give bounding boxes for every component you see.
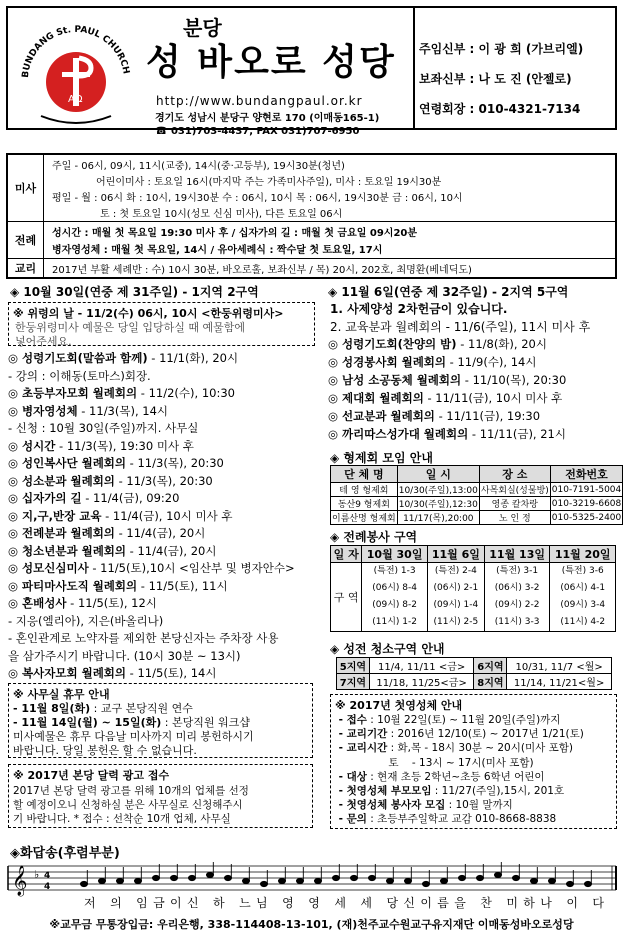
event-item: ◎ 청소년분과 월례회의 - 11/4(금), 20시: [8, 543, 217, 558]
table-cell: 11/14, 11/21<월>: [507, 674, 612, 690]
service-slot: (06시) 3-2: [494, 583, 540, 593]
liturgy-line: 성시간 : 매월 첫 목요일 19:30 미사 후 / 십자가의 길 : 매월 첫 금요일 09시20분: [52, 228, 418, 239]
service-cell: [427, 563, 484, 632]
office-title: ※ 사무실 휴무 안내: [13, 688, 110, 701]
table-cell: 010-5325-2400: [551, 512, 622, 523]
col-header: 단 체 명: [331, 466, 398, 483]
liturgy-label: 전례: [8, 222, 44, 258]
event-item: - 강의 : 이해동(토마스)회장.: [8, 368, 151, 383]
note-head: [567, 881, 574, 886]
communion-line: - 접수 : 10월 22일(토) ~ 11월 20일(주일)까지: [335, 714, 561, 726]
brothers-heading: ◈ 형제회 모임 안내: [330, 451, 433, 465]
service-slot: (11시) 1-2: [372, 617, 417, 627]
parish-logo: [16, 18, 136, 128]
service-slot: (06시) 4-1: [560, 583, 606, 593]
event-item: ◎ 성경봉사회 월례회의 - 11/9(수), 14시: [328, 355, 537, 369]
event-item: ◎ 제대회 월례회의 - 11/11(금), 10시 미사 후: [328, 391, 563, 405]
col-header: 11월 6일: [427, 546, 484, 563]
row-divider: [8, 221, 615, 222]
note-head: [99, 878, 106, 883]
parish-address: 경기도 성남시 분당구 양현로 170 (이매동165-1): [155, 113, 380, 124]
service-slot: (특전) 1-3: [373, 566, 416, 576]
left-heading: ◈ 10월 30일(연중 제 31주일) - 1지역 2구역: [10, 285, 259, 299]
calendar-ad-box: [8, 764, 313, 828]
note-head: [387, 878, 394, 883]
mass-line: 평일 - 월 : 06시 화 : 10시, 19시30분 수 : 06시, 10시 목 : 06시, 19시30분 금 : 06시, 10시: [52, 193, 463, 204]
service-slot: (11시) 4-2: [560, 617, 606, 627]
service-slot: (09시) 2-2: [494, 600, 540, 610]
communion-lines: [335, 712, 584, 826]
memorial-line: 넣어주세요.: [15, 335, 72, 348]
table-row: [331, 497, 623, 511]
memorial-line: 한둥위령미사 예물은 당일 입당하실 때 예물함에: [15, 321, 246, 334]
service-slot: (06시) 2-1: [433, 583, 479, 593]
note-head: [135, 878, 142, 883]
note-head: [207, 872, 214, 877]
event-item: ◎ 전례분과 월례회의 - 11/4(금), 20시: [8, 526, 206, 540]
flat-icon: ♭: [34, 868, 40, 881]
communion-line: - 교리시간 : 화,목 - 18시 30분 ~ 20시(미사 포함): [335, 742, 573, 755]
communion-title: ※ 2017년 첫영성체 안내: [335, 699, 463, 712]
service-slot: (09시) 3-4: [560, 600, 606, 610]
hall-heading: ◈ 성전 청소구역 안내: [330, 642, 445, 656]
note-head: [225, 875, 232, 880]
event-item: ◎ 까리따스성가대 월례회의 - 11/11(금), 21시: [328, 427, 566, 441]
office-line: - 11월 8일(화) : 교구 본당직원 연수: [13, 702, 193, 715]
table-cell: 10/31, 11/7 <월>: [507, 658, 612, 674]
note-head: [81, 881, 88, 886]
liturgy-line: 병자영성체 : 매월 첫 목요일, 14시 / 유아세례식 : 짝수달 첫 토요일, 17시: [52, 245, 383, 256]
note-head: [315, 878, 322, 883]
note-head: [549, 878, 556, 883]
note-head: [297, 878, 304, 883]
service-table: [330, 545, 616, 632]
clergy-assistant: 보좌신부 : 나 도 진 (안젤로): [419, 72, 572, 86]
note-head: [459, 875, 466, 880]
table-row: [331, 483, 623, 497]
logo-monogram: AΩ: [68, 94, 83, 105]
office-line: - 11월 14일(월) ~ 15일(화) : 본당직원 워크샵: [13, 716, 250, 729]
right-heading: ◈ 11월 6일(연중 제 32주일) - 2지역 5구역: [328, 285, 569, 299]
service-slot: (06시) 8-4: [372, 583, 417, 593]
parish-phone: ☎ 031)703-4437, FAX 031)707-6950: [155, 126, 360, 137]
first-communion-box: [330, 694, 617, 829]
mass-line: 토 : 첫 토요일 10시(성모 신심 미사), 다른 토요일 06시: [100, 209, 343, 220]
catechism-line: 2017년 부활 세례반 : 수) 10시 30분, 바오로홀, 보좌신부 / 목) 20시, 202호, 최명환(베네딕도): [52, 265, 472, 276]
table-cell: 노 인 정: [479, 511, 550, 525]
event-item: ◎ 병자영성체 - 11/3(목), 14시: [8, 403, 169, 418]
table-row: [331, 563, 616, 632]
col-header: 11월 20일: [550, 546, 616, 563]
table-cell: 영종 칼차랑: [479, 497, 550, 511]
event-item: ◎ 지,구,반장 교육 - 11/4(금), 10시 미사 후: [8, 508, 233, 523]
numbered-item: 1. 사제양성 2차헌금이 있습니다.: [330, 302, 508, 316]
service-slot: (특전) 2-4: [434, 566, 477, 576]
funeral-chair: 연령회장 : 010-4321-7134: [419, 102, 581, 116]
mass-label: 미사: [8, 155, 44, 221]
memorial-title: ※ 위령의 날 - 11/2(수) 06시, 10시 <한둥위령미사>: [13, 307, 284, 320]
note-head: [495, 872, 502, 877]
event-item: ◎ 파티마사도직 월례회의 - 11/5(토), 11시: [8, 578, 228, 593]
table-cell: 이름산명 형제회: [331, 511, 398, 525]
psalm-score: [4, 862, 620, 914]
psalm-heading: ◈화답송(후렴부분): [10, 846, 120, 861]
table-header-row: [331, 546, 616, 563]
note-head: [333, 875, 340, 880]
numbered-item: 2. 교육분과 월례회의 - 11/6(주일), 11시 미사 후: [330, 320, 591, 334]
service-cell: [550, 563, 616, 632]
event-item: ◎ 성시간 - 11/3(목), 19:30 미사 후: [8, 438, 194, 453]
note-head: [423, 881, 430, 886]
col-header: 일 자: [331, 546, 362, 563]
ad-title: ※ 2017년 본당 달력 광고 접수: [13, 769, 170, 782]
mass-line: 어린이미사 : 토요일 16시(마지막 주는 가족미사주일), 미사 : 토요일 19시30분: [96, 177, 442, 188]
parish-contact: [155, 112, 379, 138]
communion-line: 토 - 13시 ~ 17시(미사 포함): [335, 756, 534, 769]
office-line: 미사예물은 휴무 다음날 미사까지 미리 봉헌하시기: [13, 730, 254, 743]
communion-line: - 대상 : 현재 초등 2학년~초등 6학년 어린이: [335, 770, 545, 783]
service-slot: (11시) 2-5: [433, 617, 479, 627]
table-cell: 테 영 형제회: [331, 483, 398, 497]
service-slot: (09시) 8-2: [372, 600, 417, 610]
service-slot: (특전) 3-1: [496, 566, 539, 576]
note-head: [531, 878, 538, 883]
event-item: ◎ 성령기도회(말씀과 함께) - 11/1(화), 20시: [8, 351, 239, 365]
event-item: ◎ 성인복사단 월례회의 - 11/3(목), 20:30: [8, 456, 224, 470]
catechism-label: 교리: [8, 259, 44, 277]
note-head: [351, 875, 358, 880]
event-item: ◎ 성모신심미사 - 11/5(토),10시 <임산부 및 병자안수>: [8, 561, 295, 575]
note-head: [585, 881, 592, 886]
logo-ring-text: BUNDANG St. PAUL CHURCH: [20, 24, 131, 79]
table-cell: 8지역: [474, 674, 507, 690]
memorial-notice: [8, 302, 315, 346]
ad-line: 2017년 본당 달력 광고를 위해 10개의 업체를 선정: [13, 785, 249, 797]
time-sig: 4: [44, 882, 51, 892]
table-cell: 11/17(목),20:00: [397, 511, 479, 525]
service-cell: [362, 563, 428, 632]
table-cell: 7지역: [337, 674, 370, 690]
parish-name: 성 바오로 성당: [146, 42, 396, 83]
note-head: [117, 878, 124, 883]
table-cell: 10/30(주일),12:30: [397, 497, 479, 511]
table-header-row: [331, 466, 623, 483]
col-header: 전화번호: [550, 466, 622, 483]
note-head: [153, 875, 160, 880]
service-cell: [484, 563, 550, 632]
table-cell: 11/18, 11/25<금>: [369, 674, 474, 690]
event-item: 을 삼가주시기 바랍니다. (10시 30분 ~ 13시): [8, 648, 241, 663]
note-head: [189, 875, 196, 880]
event-item: ◎ 선교분과 월례회의 - 11/11(금), 19:30: [328, 409, 541, 423]
event-item: - 신청 : 10월 30일(주일)까지. 사무실: [8, 421, 199, 435]
table-cell: 11/4, 11/11 <금>: [369, 658, 474, 674]
col-header: 장 소: [479, 466, 550, 483]
psalm-lyrics: 저 의 임금이신 하 느님 영 영 세 세 당신이름을 찬 미하나 이 다: [84, 896, 605, 910]
ad-line: 기 바랍니다. * 접수 : 선착순 10개 업체, 사무실: [13, 813, 231, 825]
event-item: - 혼인관계로 노약자를 제외한 본당신자는 주차장 사용: [8, 631, 279, 645]
mass-line: 주일 - 06시, 09시, 11시(교중), 14시(중·고등부), 19시30분(청년): [52, 161, 345, 172]
event-item: ◎ 성령기도회(찬양의 밤) - 11/8(화), 20시: [328, 337, 547, 351]
event-item: ◎ 남성 소공동체 월례회의 - 11/10(목), 20:30: [328, 373, 567, 387]
table-row: [331, 511, 623, 525]
event-item: ◎ 성소분과 월례회의 - 11/3(목), 20:30: [8, 473, 213, 488]
event-item: ◎ 초등부자모회 월례회의 - 11/2(수), 10:30: [8, 386, 235, 400]
time-sig: 4: [44, 871, 51, 881]
service-heading: ◈ 전례봉사 구역: [330, 530, 418, 544]
bulletin-header: [6, 6, 617, 137]
clergy-pastor: 주임신부 : 이 광 희 (가브리엘): [419, 42, 584, 56]
office-line: 바랍니다. 당일 봉헌은 할 수 없습니다.: [13, 744, 197, 757]
service-slot: (11시) 3-3: [494, 617, 540, 627]
communion-line: - 문의 : 초등부주일학교 교감 010-8668-8838: [335, 813, 557, 826]
table-cell: 5지역: [337, 658, 370, 674]
table-cell: 10/30(주일),13:00: [397, 483, 479, 497]
hall-table: [336, 657, 612, 690]
table-cell: 동산9 형제회: [331, 497, 398, 511]
note-head: [405, 878, 412, 883]
communion-line: - 교리기간 : 2016년 12/10(토) ~ 2017년 1/21(토): [335, 728, 584, 741]
note-head: [369, 875, 376, 880]
parish-location: 분당: [183, 16, 222, 40]
left-event-list: [8, 350, 326, 683]
note-head: [441, 878, 448, 883]
table-cell: 6지역: [474, 658, 507, 674]
treble-clef-icon: 𝄞: [12, 866, 28, 896]
col-header: 일 시: [397, 466, 479, 483]
table-row: [337, 658, 612, 674]
schedule-table: [6, 153, 617, 279]
right-event-list: [328, 336, 618, 444]
event-item: ◎ 복사자모회 월례회의 - 11/5(토), 14시: [8, 666, 217, 680]
note-head: [243, 878, 250, 883]
brothers-table: [330, 465, 623, 525]
parish-url[interactable]: http://www.bundangpaul.or.kr: [156, 94, 363, 108]
row-label: 구 역: [331, 563, 362, 632]
col-header: 10월 30일: [362, 546, 428, 563]
footer-account: ※교무금 무통장입금: 우리은행, 338-114408-13-101, (재)천주교수원교구유지재단 이매동성바오로성당: [49, 918, 574, 931]
ad-line: 할 예정이오니 신청하실 분은 사무실로 신청해주시: [13, 799, 243, 811]
event-item: ◎ 십자가의 길 - 11/4(금), 09:20: [8, 491, 180, 505]
communion-line: - 첫영성체 봉사자 모집 : 10월 말까지: [335, 799, 513, 812]
table-row: [337, 674, 612, 690]
office-closure-box: [8, 683, 313, 758]
note-head: [171, 875, 178, 880]
table-cell: 사목회실(성물방): [479, 483, 550, 497]
table-cell: 010-7191-5004: [551, 484, 622, 495]
note-head: [477, 875, 484, 880]
note-head: [261, 881, 268, 886]
event-item: ◎ 혼배성사 - 11/5(토), 12시: [8, 596, 157, 610]
note-head: [279, 878, 286, 883]
row-divider: [8, 258, 615, 259]
service-slot: (09시) 1-4: [433, 600, 479, 610]
event-item: - 지응(엘리아), 지은(바올리나): [8, 613, 164, 628]
col-header: 11월 13일: [484, 546, 550, 563]
service-slot: (특전) 3-6: [561, 566, 604, 576]
note-head: [513, 875, 520, 880]
header-divider: [413, 8, 415, 128]
table-cell: 010-3219-6608: [551, 498, 622, 509]
communion-line: - 첫영성체 부모모임 : 11/27(주일),15시, 201호: [335, 784, 565, 797]
